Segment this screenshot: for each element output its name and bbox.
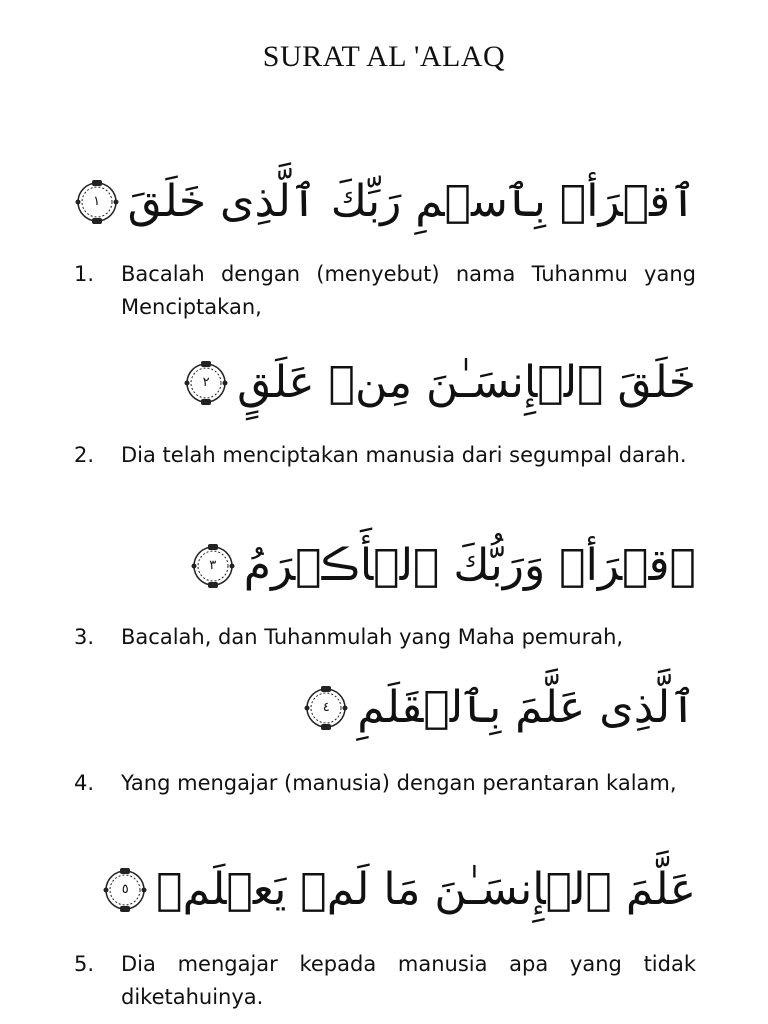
- verse-1-number: 1.: [74, 262, 95, 286]
- page-title: SURAT AL 'ALAQ: [262, 40, 506, 73]
- ayah-number: ١: [93, 194, 101, 209]
- verse-3-translation-text: Bacalah, dan Tuhanmulah yang Maha pemurah,: [121, 625, 624, 649]
- verse-2-arabic-line: [183, 343, 696, 423]
- verse-3-number: 3.: [74, 625, 95, 649]
- verse-5-translation-text: Dia mengajar kepada manusia apa yang tidak diketahuinya.: [121, 952, 696, 1009]
- ayah-end-marker-icon: [303, 685, 349, 731]
- verse-5-arabic-line: [102, 850, 696, 930]
- verse-4-arabic-line: [303, 668, 696, 748]
- ayah-number: ٤: [322, 700, 330, 715]
- verse-4-translation-text: Yang mengajar (manusia) dengan perantaran kalam,: [121, 771, 677, 795]
- verse-2-number: 2.: [74, 443, 95, 467]
- verse-4-number: 4.: [74, 771, 95, 795]
- verse-2-arabic-text: خَلَقَ ٱلۡإِنسَـٰنَ مِنۡ عَلَقٍ: [237, 357, 696, 408]
- verse-5-translation: [74, 948, 696, 1014]
- verse-3-arabic-line: [190, 526, 696, 606]
- verse-5-arabic-text: عَلَّمَ ٱلۡإِنسَـٰنَ مَا لَمۡ يَعۡلَمۡ: [156, 864, 696, 915]
- verse-2-translation: [74, 439, 696, 472]
- verse-3-arabic-text: ٱقۡرَأۡ وَرَبُّكَ ٱلۡأَڪۡرَمُ: [243, 540, 696, 591]
- ayah-end-marker-icon: [183, 360, 229, 406]
- verse-3-translation: [74, 621, 696, 654]
- ayah-end-marker-icon: [190, 543, 236, 589]
- verse-1-translation: [74, 258, 696, 324]
- verse-2-translation-text: Dia telah menciptakan manusia dari segumpal darah.: [121, 443, 687, 467]
- verse-1-arabic-line: [74, 162, 696, 242]
- ayah-number: ٥: [121, 882, 129, 897]
- ayah-end-marker-icon: [102, 867, 148, 913]
- verse-4-translation: [74, 767, 696, 800]
- verse-4-arabic-text: ٱلَّذِى عَلَّمَ بِٱلۡقَلَمِ: [357, 682, 696, 733]
- ayah-number: ٣: [209, 558, 217, 573]
- verse-1-translation-text: Bacalah dengan (menyebut) nama Tuhanmu yang Menciptakan,: [121, 262, 696, 319]
- verse-1-arabic-text: ٱقۡرَأۡ بِٱسۡمِ رَبِّكَ ٱلَّذِى خَلَقَ: [127, 176, 696, 227]
- ayah-end-marker-icon: [74, 179, 120, 225]
- verse-5-number: 5.: [74, 952, 95, 976]
- ayah-number: ٢: [202, 375, 210, 390]
